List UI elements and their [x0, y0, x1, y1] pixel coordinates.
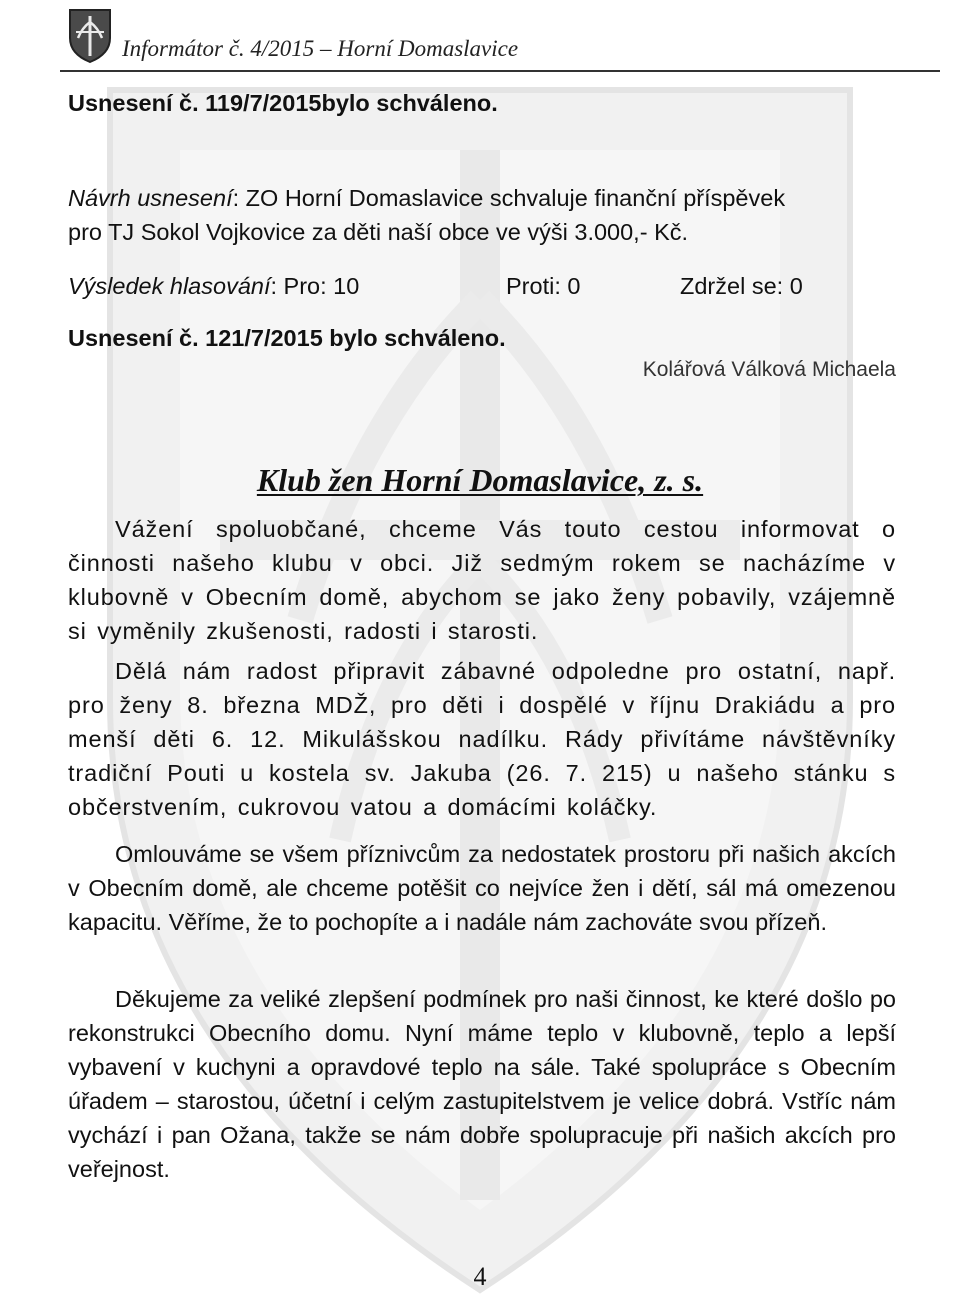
proposal-text-line-1: : ZO Horní Domaslavice schvaluje finanční příspěvek: [232, 185, 786, 211]
vote-against: Proti: 0: [506, 273, 581, 299]
vote-abstain: Zdržel se: 0: [680, 273, 803, 299]
header-divider: [60, 70, 940, 72]
club-paragraph-2: Dělá nám radost připravit zábavné odpoledne pro ostatní, např. pro ženy 8. března MDŽ, pro děti i dospělé v říjnu Drakiádu a pro menší děti 6. 12. Mikulášskou nadílku. Rády přivítáme návštěvníky tradiční Pouti u kostela sv. Jakuba (26. 7. 215) u našeho stánku s občerstvením, cukrovou vatou a domácími koláčky.: [68, 658, 896, 820]
vote-label: Výsledek hlasování: [68, 273, 271, 299]
proposal-line-1: [68, 183, 785, 213]
club-heading: Klub žen Horní Domaslavice, z. s.: [256, 462, 704, 498]
page-number: 4: [473, 1262, 487, 1291]
page-header: [60, 6, 940, 66]
proposal-label: Návrh usnesení: [68, 185, 233, 211]
vote-for: : Pro: 10: [270, 273, 360, 299]
coat-of-arms-logo: [68, 8, 112, 64]
vote-result-line: [68, 271, 359, 301]
club-paragraph-1: Vážení spoluobčané, chceme Vás touto cestou informovat o činnosti našeho klubu v obci. Již sedmým rokem se nacházíme v klubovně v Obecním domě, abychom se jako ženy pobavily, vzájemně si vyměnily zkušenosti, radosti i starosti.: [68, 516, 896, 644]
signature: Kolářová Válková Michaela: [642, 358, 896, 381]
resolution-119-result: Usnesení č. 119/7/2015bylo schváleno.: [68, 90, 498, 116]
club-paragraph-4: Děkujeme za veliké zlepšení podmínek pro naši činnost, ke které došlo po rekonstrukci Obecního domu. Nyní máme teplo v klubovně, teplo a lepší vybavení v kuchyni a opravdové teplo na sále. Také spolupráce s Obecním úřadem – starostou, účetní i celým zastupitelstvem je velice dobrá. Vstříc nám vychází i pan Ožana, takže se nám dobře spolupracuje při našich akcích pro veřejnost.: [68, 986, 896, 1182]
header-title: Informátor č. 4/2015 – Horní Domaslavice: [122, 36, 519, 61]
club-paragraph-3: Omlouváme se všem příznivcům za nedostatek prostoru při našich akcích v Obecním domě, ale chceme potěšit co nejvíce žen i dětí, sál má omezenou kapacitu. Věříme, že to pochopíte a i nadále nám zachováte svou přízeň.: [68, 841, 896, 935]
resolution-121-result: Usnesení č. 121/7/2015 bylo schváleno.: [68, 325, 506, 351]
proposal-text-line-2: pro TJ Sokol Vojkovice za děti naší obce ve výši 3.000,- Kč.: [68, 219, 689, 245]
